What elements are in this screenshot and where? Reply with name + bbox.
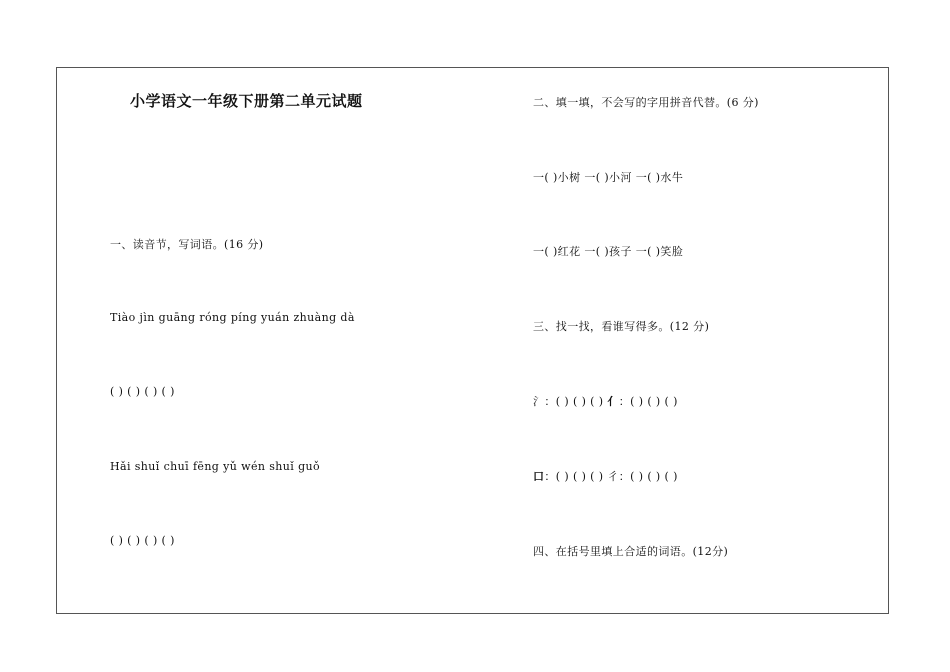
find-line-1-water-radical: 氵：( ) ( ) ( ) bbox=[533, 395, 608, 408]
exam-sheet-border bbox=[56, 67, 889, 614]
section3-heading: 三、找一找，看谁写得多。(12 分) bbox=[533, 320, 710, 333]
section2-heading: 二、填一填，不会写的字用拼音代替。(6 分) bbox=[533, 96, 759, 109]
find-line-2-mouth-radical: 口 bbox=[533, 470, 545, 483]
fill-line-1: 一( )小树 一( )小河 一( )水牛 bbox=[533, 171, 684, 184]
fill-line-2: 一( )红花 一( )孩子 一( )笑脸 bbox=[533, 245, 684, 258]
find-line-2 bbox=[533, 468, 678, 484]
find-line-1 bbox=[533, 393, 678, 409]
find-line-1-person-radical: 亻 bbox=[607, 395, 619, 408]
find-line-2-step-radical: 彳：( ) ( ) ( ) bbox=[607, 470, 678, 483]
page-title: 小学语文一年级下册第二单元试题 bbox=[130, 92, 363, 110]
find-line-1-person-blanks: ：( ) ( ) ( ) bbox=[618, 395, 678, 408]
pinyin-line-2: Hǎi shuǐ chuī fēng yǔ wén shuǐ guǒ bbox=[110, 460, 321, 473]
blanks-line-1: ( ) ( ) ( ) ( ) bbox=[110, 385, 175, 398]
section1-heading: 一、读音节，写词语。(16 分) bbox=[110, 238, 264, 251]
pinyin-line-1: Tiào jìn guāng róng píng yuán zhuàng dà bbox=[110, 311, 355, 324]
find-line-2-mouth-blanks: ：( ) ( ) ( ) bbox=[544, 470, 608, 483]
section4-heading: 四、在括号里填上合适的词语。(12分) bbox=[533, 545, 729, 558]
blanks-line-2: ( ) ( ) ( ) ( ) bbox=[110, 534, 175, 547]
